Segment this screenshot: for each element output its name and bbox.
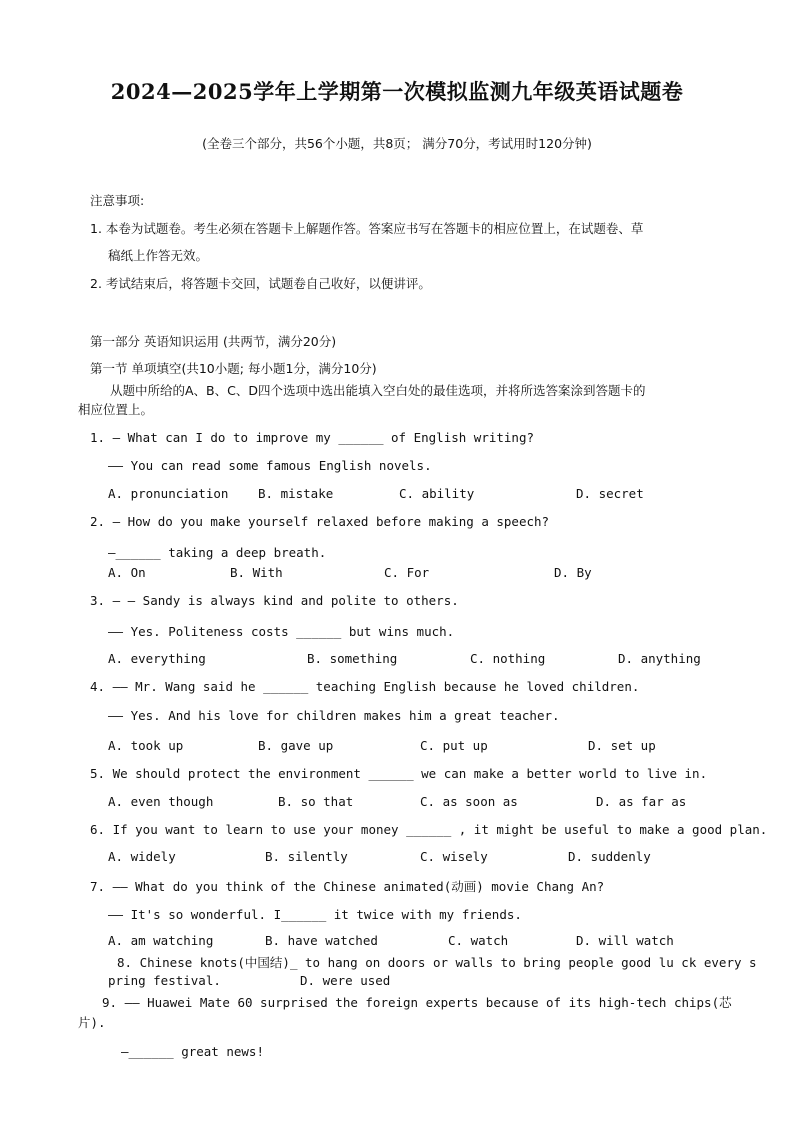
question-4-option-b: B. gave up: [258, 738, 334, 753]
notice-item-2: 2. 考试结束后，将答题卡交回，试题卷自己收好，以便讲评。: [90, 276, 431, 291]
question-4-option-a: A. took up: [108, 738, 184, 753]
question-3-option-c: C. nothing: [470, 651, 546, 666]
question-5-option-a: A. even though: [108, 794, 214, 809]
question-9-response: —______ great news!: [121, 1044, 264, 1059]
question-7-stem: 7. —— What do you think of the Chinese animated(动画) movie Chang An?: [90, 879, 605, 894]
question-2-option-b: B. With: [230, 565, 283, 580]
question-2-option-c: C. For: [384, 565, 430, 580]
question-1-response: —— You can read some famous English novels.: [108, 458, 432, 473]
question-1-stem: 1. — What can I do to improve my ______ of English writing?: [90, 430, 535, 445]
question-6-option-d: D. suddenly: [568, 849, 651, 864]
question-3-option-d: D. anything: [618, 651, 701, 666]
question-5-option-c: C. as soon as: [420, 794, 518, 809]
question-4-option-d: D. set up: [588, 738, 656, 753]
question-8-option-d: D. were used: [300, 973, 391, 988]
part1-heading: 第一部分 英语知识运用 (共两节，满分20分): [90, 334, 337, 349]
question-3-option-b: B. something: [307, 651, 398, 666]
question-3-option-a: A. everything: [108, 651, 206, 666]
exam-title: 2024—2025学年上学期第一次模拟监测九年级英语试题卷: [110, 79, 684, 104]
instruction-cont: 相应位置上。: [78, 402, 154, 417]
notice-heading: 注意事项:: [90, 193, 145, 208]
question-5-stem: 5. We should protect the environment ______ we can make a better world to live in.: [90, 766, 708, 781]
question-7-option-a: A. am watching: [108, 933, 214, 948]
question-1-option-c: C. ability: [399, 486, 475, 501]
question-7-response: —— It's so wonderful. I______ it twice with my friends.: [108, 907, 522, 922]
question-9-stem: 9. —— Huawei Mate 60 surprised the foreign experts because of its high-tech chips(芯: [102, 995, 732, 1010]
question-9-stem-cont: 片).: [78, 1015, 106, 1030]
question-1-option-a: A. pronunciation: [108, 486, 229, 501]
question-7-option-c: C. watch: [448, 933, 509, 948]
question-1-option-b: B. mistake: [258, 486, 334, 501]
question-5-option-b: B. so that: [278, 794, 354, 809]
question-2-option-a: A. On: [108, 565, 146, 580]
question-4-stem: 4. —— Mr. Wang said he ______ teaching English because he loved children.: [90, 679, 640, 694]
notice-item-1: 1. 本卷为试题卷。考生必须在答题卡上解题作答。答案应书写在答题卡的相应位置上，在试题卷、草: [90, 221, 644, 236]
question-2-stem: 2. — How do you make yourself relaxed before making a speech?: [90, 514, 550, 529]
question-7-option-b: B. have watched: [265, 933, 378, 948]
question-8-stem: 8. Chinese knots(中国结)_ to hang on doors or walls to bring people good lu ck every s: [117, 955, 757, 970]
question-7-option-d: D. will watch: [576, 933, 674, 948]
question-2-option-d: D. By: [554, 565, 592, 580]
instruction: 从题中所给的A、B、C、D四个选项中选出能填入空白处的最佳选项，并将所选答案涂到答题卡的: [110, 383, 646, 398]
question-4-option-c: C. put up: [420, 738, 488, 753]
question-3-stem: 3. — — Sandy is always kind and polite to others.: [90, 593, 459, 608]
section1-heading: 第一节 单项填空(共10小题; 每小题1分，满分10分): [90, 361, 377, 376]
question-2-response: —______ taking a deep breath.: [108, 545, 327, 560]
question-3-response: —— Yes. Politeness costs ______ but wins much.: [108, 624, 455, 639]
question-4-response: —— Yes. And his love for children makes him a great teacher.: [108, 708, 560, 723]
question-6-option-c: C. wisely: [420, 849, 488, 864]
question-6-option-b: B. silently: [265, 849, 348, 864]
question-6-stem: 6. If you want to learn to use your money ______ , it might be useful to make a good plan.: [90, 822, 768, 837]
question-6-option-a: A. widely: [108, 849, 176, 864]
notice-item-1-cont: 稿纸上作答无效。: [108, 248, 209, 263]
question-5-option-d: D. as far as: [596, 794, 687, 809]
question-8-stem-cont: pring festival.: [108, 973, 221, 988]
exam-subtitle: (全卷三个部分，共56个小题，共8页； 满分70分，考试用时120分钟): [202, 136, 592, 151]
question-1-option-d: D. secret: [576, 486, 644, 501]
